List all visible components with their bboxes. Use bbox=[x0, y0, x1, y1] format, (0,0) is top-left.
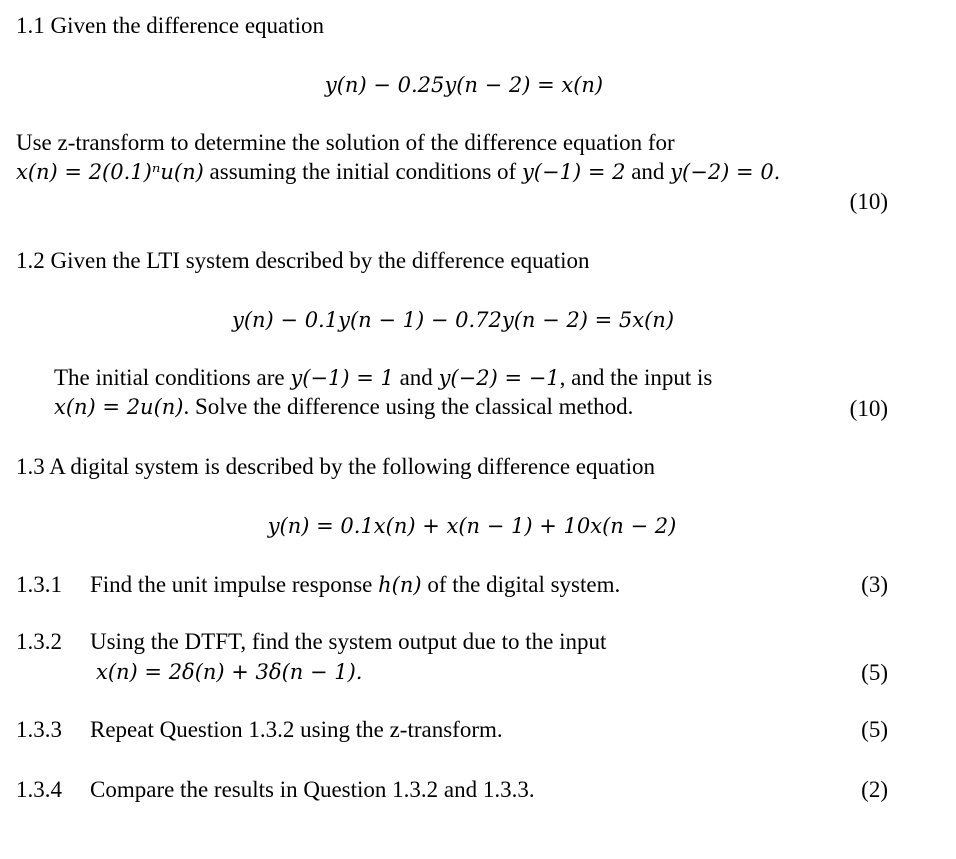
subquestion-1-3-2-marks: (5) bbox=[861, 660, 888, 685]
subquestion-1-3-3-number: 1.3.3 bbox=[16, 717, 62, 742]
question-1-3-equation: y(n) = 0.1x(n) + x(n − 1) + 10x(n − 2) bbox=[267, 514, 677, 538]
text-segment: . Solve the difference using the classical method. bbox=[183, 394, 634, 419]
question-1-1-text-line-2 bbox=[16, 158, 780, 186]
input-signal-expression: x(n) = 2u(n) bbox=[54, 395, 184, 419]
question-1-1-marks: (10) bbox=[849, 189, 888, 214]
subquestion-1-3-4-number: 1.3.4 bbox=[16, 777, 62, 802]
question-1-2-marks: (10) bbox=[849, 396, 888, 421]
subquestion-1-3-4-text: Compare the results in Question 1.3.2 and 1.3.3. bbox=[90, 777, 535, 802]
text-segment: of the digital system. bbox=[421, 572, 621, 597]
question-1-1-equation: y(n) − 0.25y(n − 2) = x(n) bbox=[324, 73, 604, 97]
initial-condition-1: y(−1) = 1 bbox=[290, 366, 394, 390]
question-1-1-text-line-1: Use z-transform to determine the solution of the difference equation for bbox=[16, 130, 675, 155]
question-1-2-text-line-1 bbox=[54, 364, 712, 392]
initial-condition-2: y(−2) = 0. bbox=[670, 160, 781, 184]
text-segment: Find the unit impulse response bbox=[90, 572, 379, 597]
subquestion-1-3-2-input-expression: x(n) = 2δ(n) + 3δ(n − 1). bbox=[96, 660, 363, 684]
subquestion-1-3-2-number: 1.3.2 bbox=[16, 629, 62, 654]
text-segment: The initial conditions are bbox=[54, 365, 291, 390]
text-segment: assuming the initial conditions of bbox=[203, 159, 522, 184]
subquestion-1-3-1-number: 1.3.1 bbox=[16, 572, 62, 597]
question-1-1-heading: 1.1 Given the difference equation bbox=[16, 13, 325, 38]
subquestion-1-3-3-marks: (5) bbox=[861, 717, 888, 742]
subquestion-1-3-1-text bbox=[90, 571, 620, 599]
text-segment: , and the input is bbox=[559, 365, 713, 390]
initial-condition-1: y(−1) = 2 bbox=[521, 160, 626, 184]
question-1-3-heading: 1.3 A digital system is described by the following difference equation bbox=[16, 454, 655, 479]
initial-condition-2: y(−2) = −1 bbox=[438, 366, 560, 390]
subquestion-1-3-1-marks: (3) bbox=[861, 572, 888, 597]
text-segment: and bbox=[393, 365, 439, 390]
question-1-2-text-line-2 bbox=[54, 393, 633, 421]
question-1-2-heading: 1.2 Given the LTI system described by the difference equation bbox=[16, 248, 590, 273]
subquestion-1-3-2-text-line-1: Using the DTFT, find the system output due to the input bbox=[90, 629, 607, 654]
impulse-response-symbol: h(n) bbox=[378, 573, 422, 597]
question-1-2-equation: y(n) − 0.1y(n − 1) − 0.72y(n − 2) = 5x(n) bbox=[231, 308, 675, 332]
subquestion-1-3-3-text: Repeat Question 1.3.2 using the z-transform. bbox=[90, 717, 503, 742]
text-segment: and bbox=[625, 159, 671, 184]
input-signal-expression: x(n) = 2(0.1)ⁿu(n) bbox=[16, 160, 204, 184]
subquestion-1-3-4-marks: (2) bbox=[861, 777, 888, 802]
